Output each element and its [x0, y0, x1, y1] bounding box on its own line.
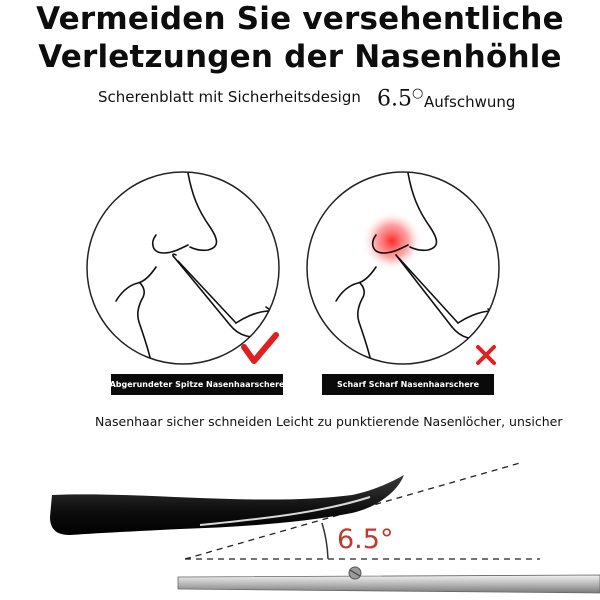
safe-scissors-illustration — [80, 165, 290, 375]
sharp-scissors-illustration — [300, 165, 510, 375]
badge-sharp-tip: Scharf Scharf Nasenhaarschere — [322, 374, 494, 395]
angle-diagram — [0, 455, 600, 600]
angle-diagram-label: 6.5° — [337, 524, 394, 555]
angle-arc — [322, 523, 328, 559]
headline-line-2: Verletzungen der Nasenhöhle — [38, 39, 562, 75]
feature-label: Scherenblatt mit Sicherheitsdesign — [98, 88, 361, 106]
caption-unsafe: Leicht zu punktierende Nasenlöcher, unsicher — [276, 414, 563, 429]
degree-symbol: ○ — [412, 86, 424, 101]
cross-icon — [478, 347, 494, 363]
caption-safe: Nasenhaar sicher schneiden — [95, 414, 273, 429]
silver-scissor-blade — [178, 575, 600, 593]
angle-label: Aufschwung — [424, 93, 516, 111]
irritation-highlight — [362, 211, 422, 271]
badge-rounded-tip: Abgerundeter Spitze Nasenhaarschere — [111, 374, 283, 395]
headline-line-1: Vermeiden Sie versehentliche — [36, 1, 564, 37]
angle-value — [377, 86, 423, 111]
angle-number: 6.5 — [377, 86, 412, 112]
